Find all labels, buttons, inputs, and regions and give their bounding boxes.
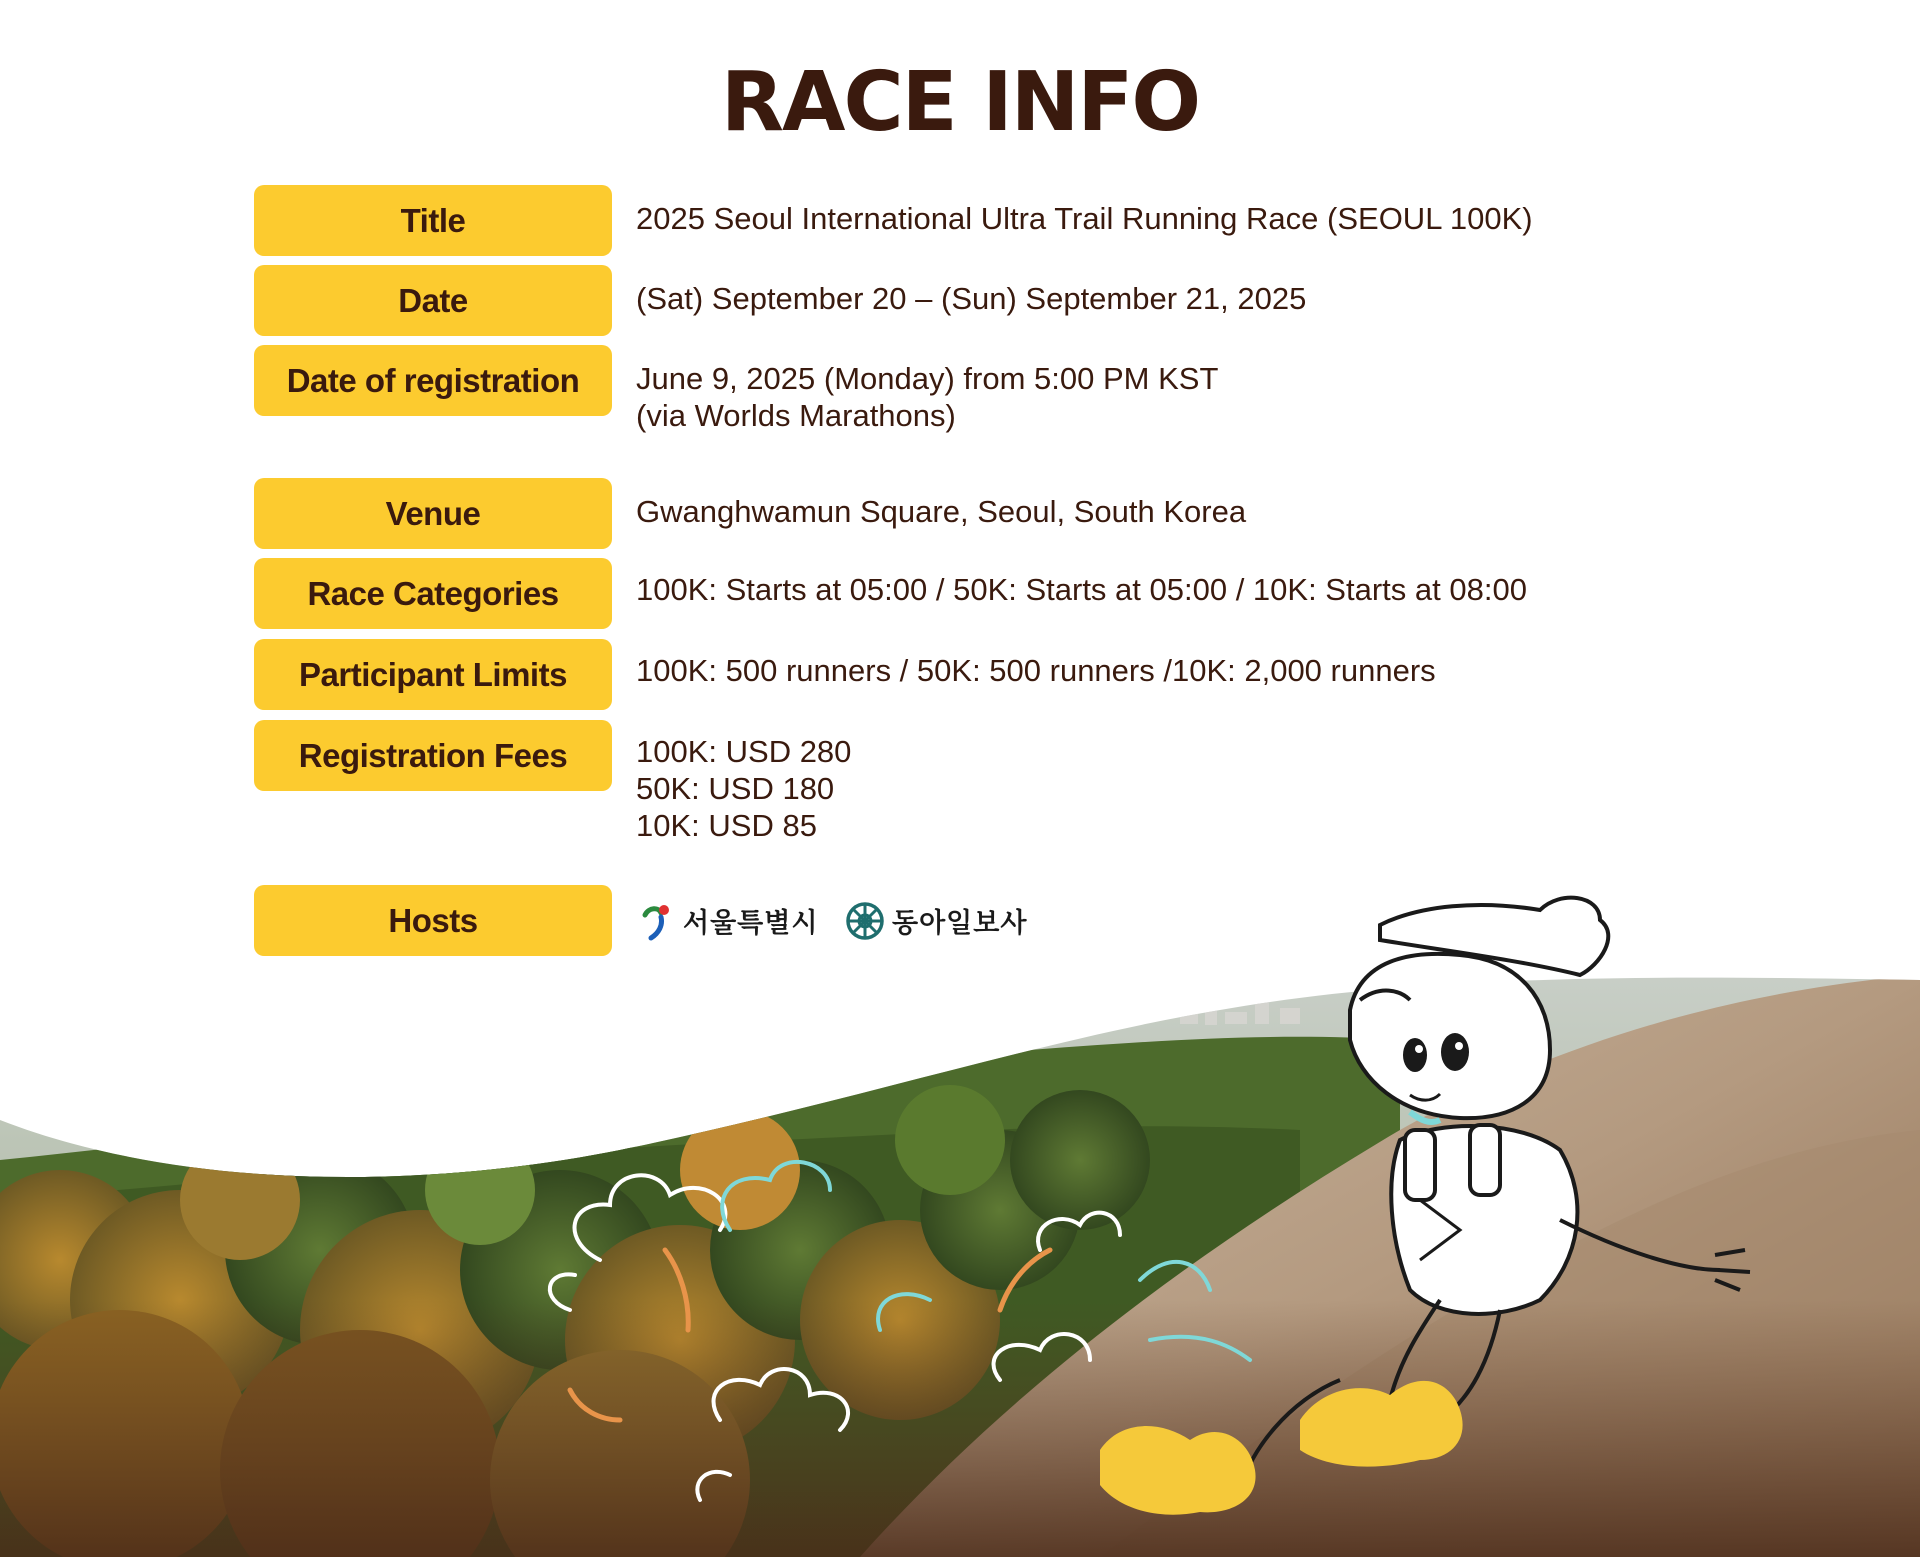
host-name-donga: 동아일보사 [892, 908, 1028, 939]
host-logo-seoul [639, 885, 818, 956]
label-registration-date: Date of registration [254, 345, 612, 416]
page-title: RACE INFO [720, 55, 1200, 150]
label-date: Date [254, 265, 612, 336]
label-venue: Venue [254, 478, 612, 549]
label-registration-fees: Registration Fees [254, 720, 612, 791]
value-line: 50K: USD 180 [636, 771, 835, 806]
value-line: 100K: 500 runners / 50K: 500 runners /10K: 2,000 runners [636, 653, 1436, 688]
value-registration-fees [636, 733, 851, 844]
value-participant-limits [636, 652, 1436, 689]
trail-runner-mascot-icon [1100, 898, 1750, 1515]
value-title [636, 200, 1533, 237]
value-line: 2025 Seoul International Ultra Trail Running Race (SEOUL 100K) [636, 201, 1533, 236]
value-venue [636, 493, 1246, 530]
value-line: (Sat) September 20 – (Sun) September 21, 2025 [636, 281, 1307, 316]
donga-ilbo-logo-icon [844, 900, 886, 942]
value-race-categories [636, 571, 1527, 608]
dust-cloud-icon [550, 1175, 1120, 1500]
value-line: 100K: USD 280 [636, 734, 852, 769]
value-registration-date [636, 360, 1218, 434]
seoul-city-logo-icon [639, 901, 677, 941]
value-line: 10K: USD 85 [636, 808, 817, 843]
label-title: Title [254, 185, 612, 256]
host-logo-donga [844, 885, 1027, 956]
label-participant-limits: Participant Limits [254, 639, 612, 710]
value-line: June 9, 2025 (Monday) from 5:00 PM KST [636, 361, 1219, 396]
value-line: 100K: Starts at 05:00 / 50K: Starts at 05:00 / 10K: Starts at 08:00 [636, 572, 1527, 607]
host-name-seoul: 서울특별시 [683, 908, 819, 939]
label-race-categories: Race Categories [254, 558, 612, 629]
value-line: Gwanghwamun Square, Seoul, South Korea [636, 494, 1247, 529]
value-date [636, 280, 1306, 317]
label-hosts: Hosts [254, 885, 612, 956]
value-line: (via Worlds Marathons) [636, 398, 956, 433]
